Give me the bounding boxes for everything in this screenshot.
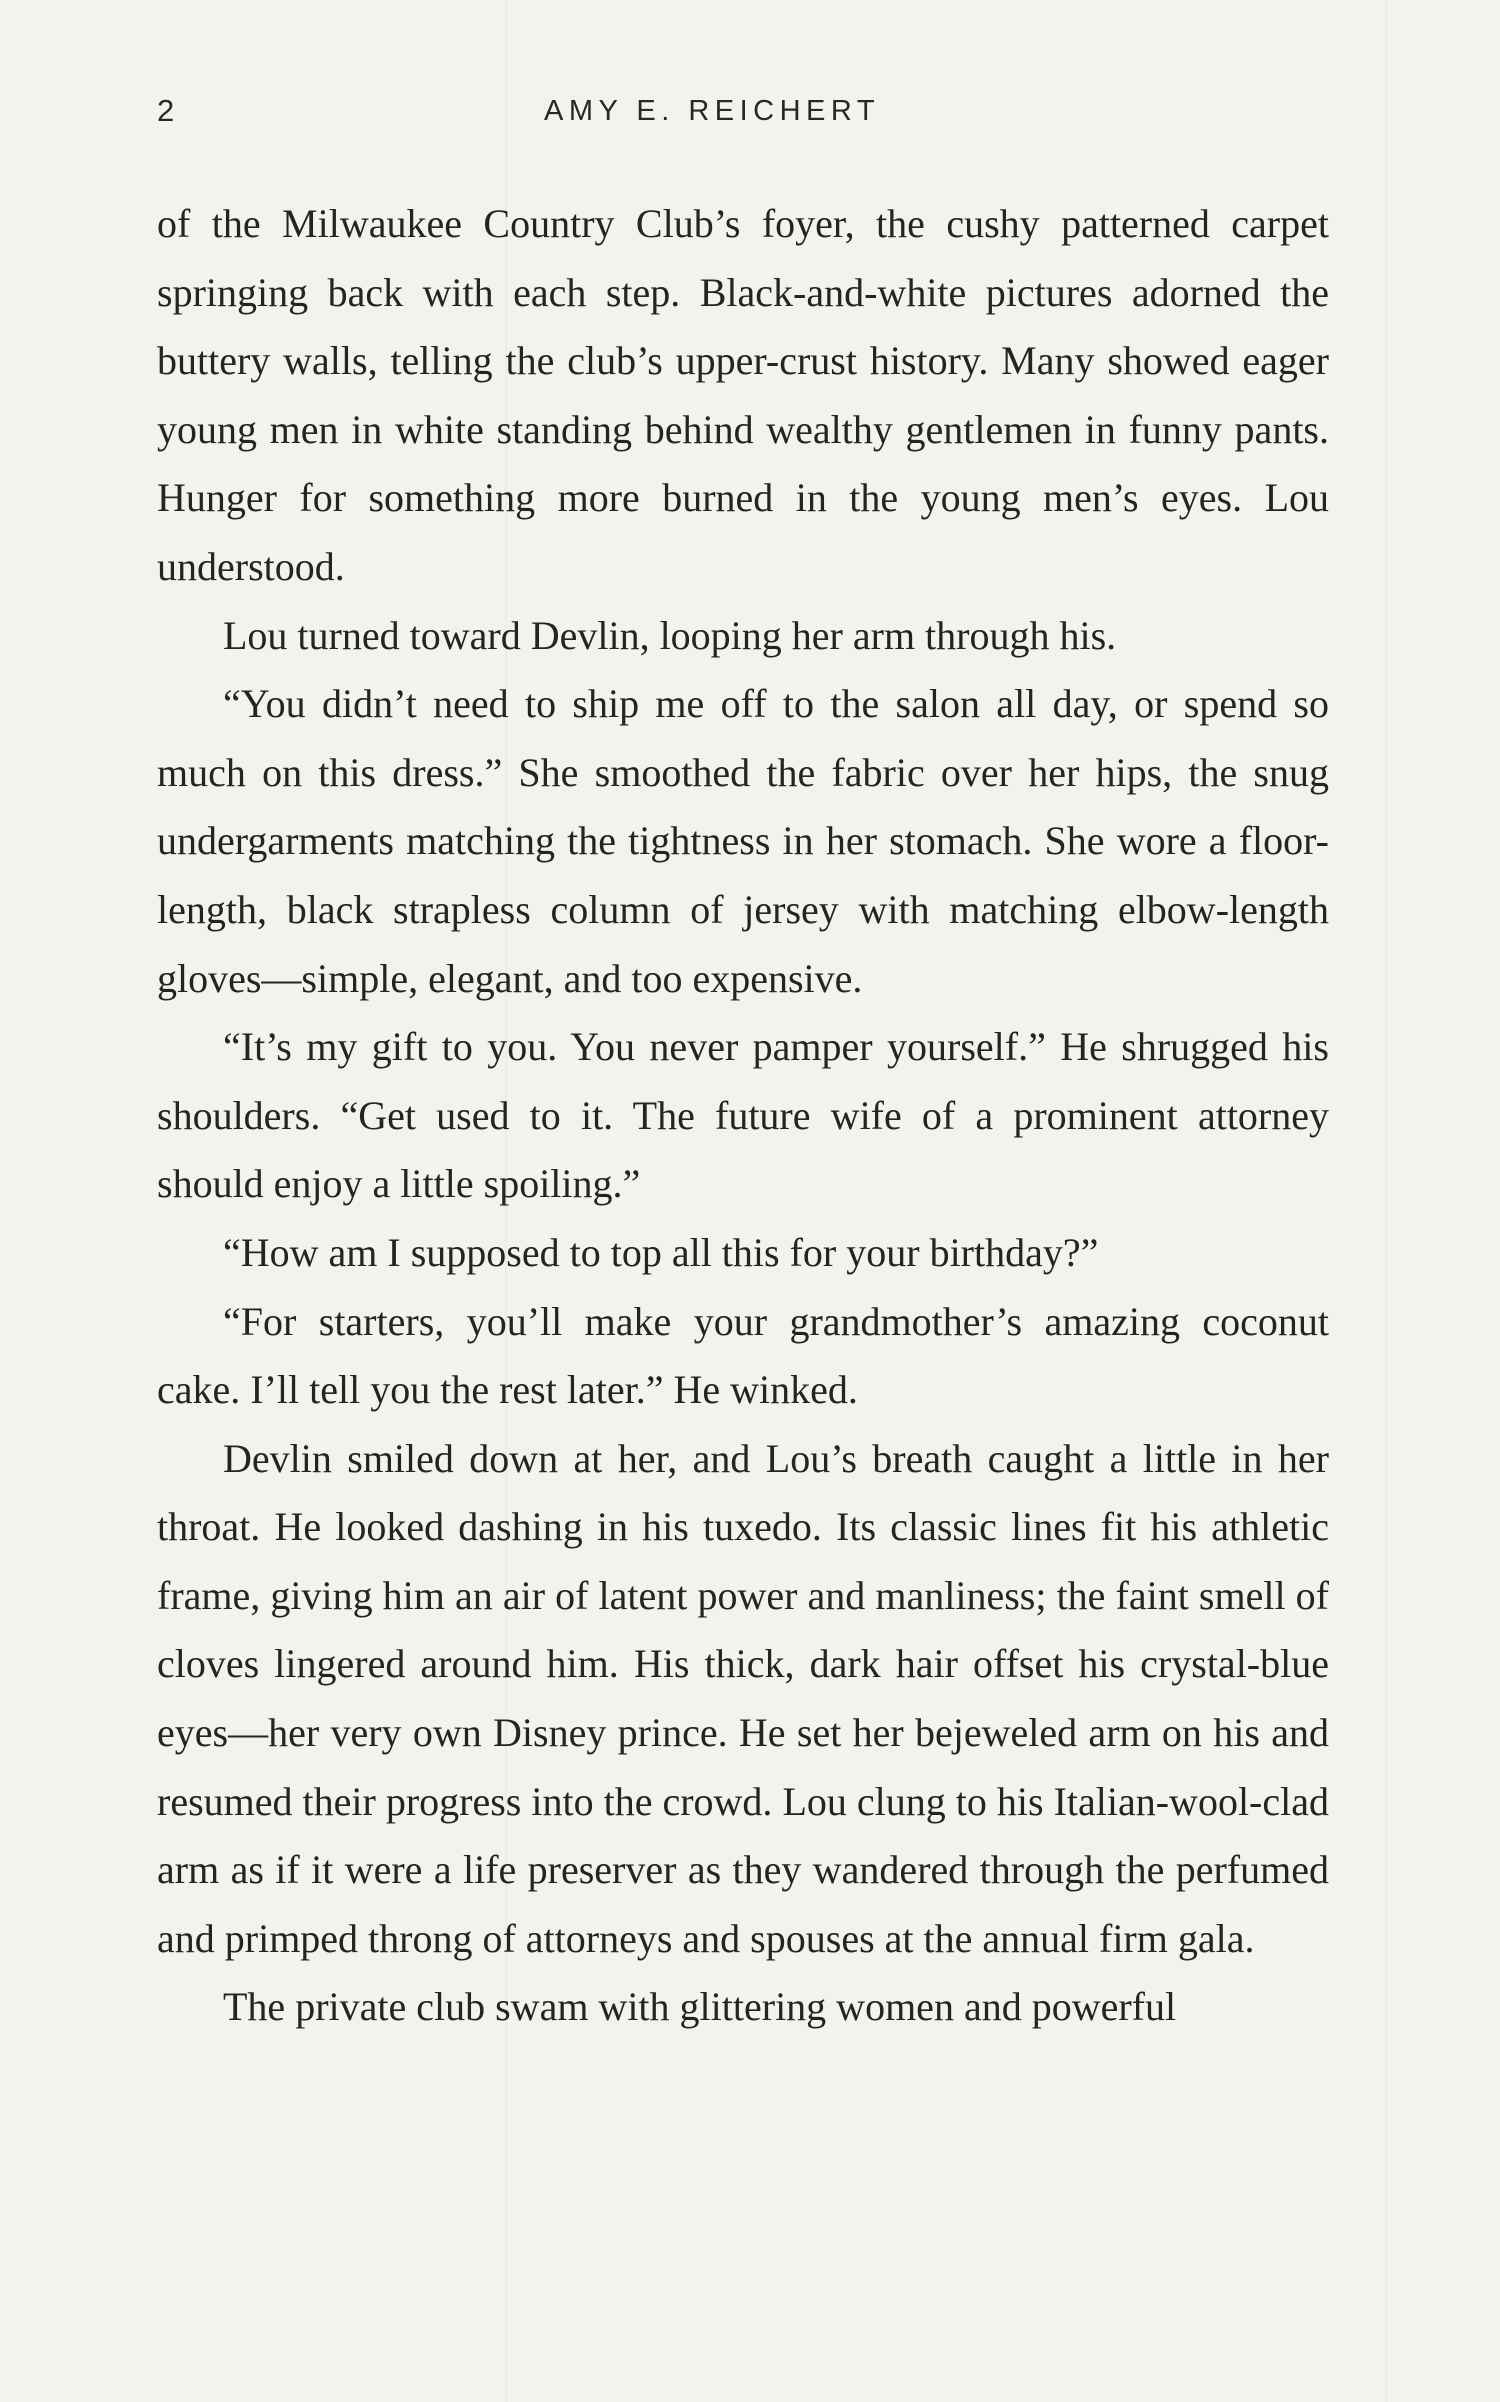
scan-artifact — [1385, 0, 1387, 2402]
paragraph: “For starters, you’ll make your grandmother’s amazing coconut cake. I’ll tell you the rest later.” He winked. — [157, 1298, 1329, 1413]
running-title: AMY E. REICHERT — [544, 95, 881, 127]
running-header — [0, 86, 1500, 136]
paragraph: “It’s my gift to you. You never pamper yourself.” He shrugged his shoulders. “Get used to it. The future wife of a prominent attorney should enjoy a little spoiling.” — [157, 1024, 1329, 1207]
paragraph: Lou turned toward Devlin, looping her arm through his. — [223, 612, 1117, 658]
page-number: 2 — [157, 93, 175, 128]
paragraph: Devlin smiled down at her, and Lou’s breath caught a little in her throat. He looked dashing in his tuxedo. Its classic lines fit his athletic frame, giving him an air of latent power and manliness; the faint smell of cloves lingered around him. His thick, dark hair offset his crystal-blue eyes—her very own Disney prince. He set her bejeweled arm on his and resumed their progress into the crowd. Lou clung to his Italian-wool-clad arm as if it were a life preserver as they wandered through the perfumed and primped throng of attorneys and spouses at the annual firm gala. — [157, 1435, 1329, 1961]
paragraph: “How am I supposed to top all this for your birthday?” — [223, 1229, 1099, 1275]
paragraph: “You didn’t need to ship me off to the salon all day, or spend so much on this dress.” She smoothed the fabric over her hips, the snug undergarments matching the tightness in her stomach. She wore a floor-length, black strapless column of jersey with matching elbow-length gloves—simple, elegant, and too expensive. — [157, 681, 1329, 1001]
body-text — [157, 190, 1329, 2042]
paragraph: of the Milwaukee Country Club’s foyer, the cushy patterned carpet springing back with each step. Black-and-white pictures adorned the buttery walls, telling the club’s upper-crust history. Many showed eager young men in white standing behind wealthy gentlemen in funny pants. Hunger for something more burned in the young men’s eyes. Lou understood. — [157, 201, 1329, 589]
paragraph: The private club swam with glittering women and powerful — [223, 1984, 1177, 2030]
